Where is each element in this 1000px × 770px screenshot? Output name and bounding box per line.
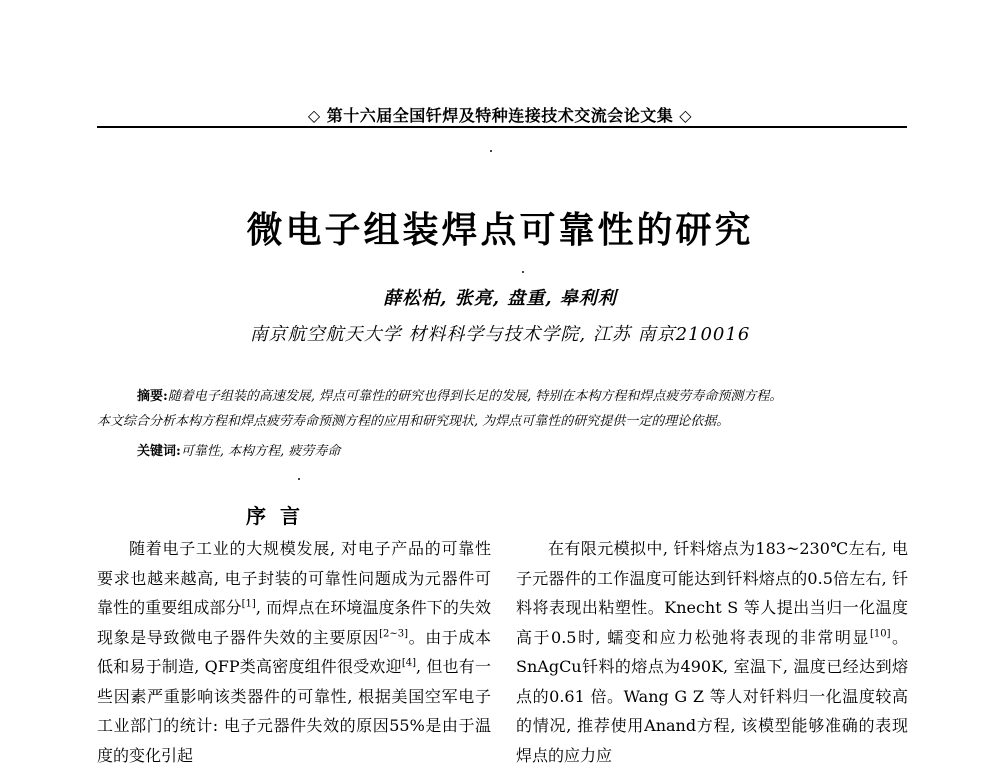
citation: [1] [241, 598, 256, 610]
body-text: 。SnAgCu钎料的熔点为490K, 室温下, 温度已经达到熔点的0.61 倍。Wang G Z 等人对钎料归一化温度较高的情况, 推荐使用Anand方程, 该模型能够准确的表现焊点的应力应 [516, 627, 908, 765]
keywords-text: 可靠性, 本构方程, 疲劳寿命 [180, 444, 341, 459]
body-text: , 而焊点在环境温度条件下的失效现象是导致微电子器件失效的主要原因 [97, 598, 491, 647]
body-column-left [97, 534, 491, 770]
scan-speck [522, 271, 524, 273]
keywords-label: 关键词: [137, 444, 181, 459]
header-rule [97, 126, 907, 128]
citation: [10] [869, 628, 891, 640]
body-column-right [516, 534, 908, 770]
abstract [97, 384, 909, 434]
abstract-line-1 [97, 384, 909, 409]
abstract-line-2: 本文综合分析本构方程和焊点疲劳寿命预测方程的应用和研究现状, 为焊点可靠性的研究提供一定的理论依据。 [97, 414, 730, 429]
body-text: 在有限元模拟中, 钎料熔点为183~230℃左右, 电子元器件的工作温度可能达到钎料熔点的0.5倍左右, 钎料将表现出粘塑性。Knecht S 等人提出当归一化温度高于0.5时, 蠕变和应力松弛将表现的非常明显 [516, 539, 908, 647]
citation: [4] [401, 657, 416, 669]
body-paragraph [516, 534, 908, 770]
affiliation: 南京航空航天大学 材料科学与技术学院, 江苏 南京210016 [249, 324, 751, 345]
body-paragraph [97, 534, 491, 770]
body-text: , 但也有一些因素严重影响该类器件的可靠性, 根据美国空军电子工业部门的统计: 电子元器件失效的原因55%是由于温度的变化引起 [97, 657, 491, 765]
section-heading: 序言 [246, 504, 314, 528]
citation: [2~3] [379, 628, 409, 640]
running-header: ◇ 第十六届全国钎焊及特种连接技术交流会论文集 ◇ [307, 106, 693, 125]
abstract-text-1: 随着电子组装的高速发展, 焊点可靠性的研究也得到长足的发展, 特别在本构方程和焊点疲劳寿命预测方程。 [167, 389, 783, 404]
body-text: 随着电子工业的大规模发展, 对电子产品的可靠性要求也越来越高, 电子封装的可靠性问题成为元器件可靠性的重要组成部分 [97, 539, 491, 617]
abstract-label: 摘要: [137, 389, 168, 404]
paper-title: 微电子组装焊点可靠性的研究 [246, 210, 754, 251]
body-text: 。由于成本低和易于制造, QFP类高密度组件很受欢迎 [97, 627, 491, 676]
scan-speck [490, 150, 492, 152]
keywords [137, 440, 340, 459]
scan-speck [298, 478, 300, 480]
author-list: 薛松柏, 张亮, 盘重, 皋利利 [383, 288, 617, 309]
